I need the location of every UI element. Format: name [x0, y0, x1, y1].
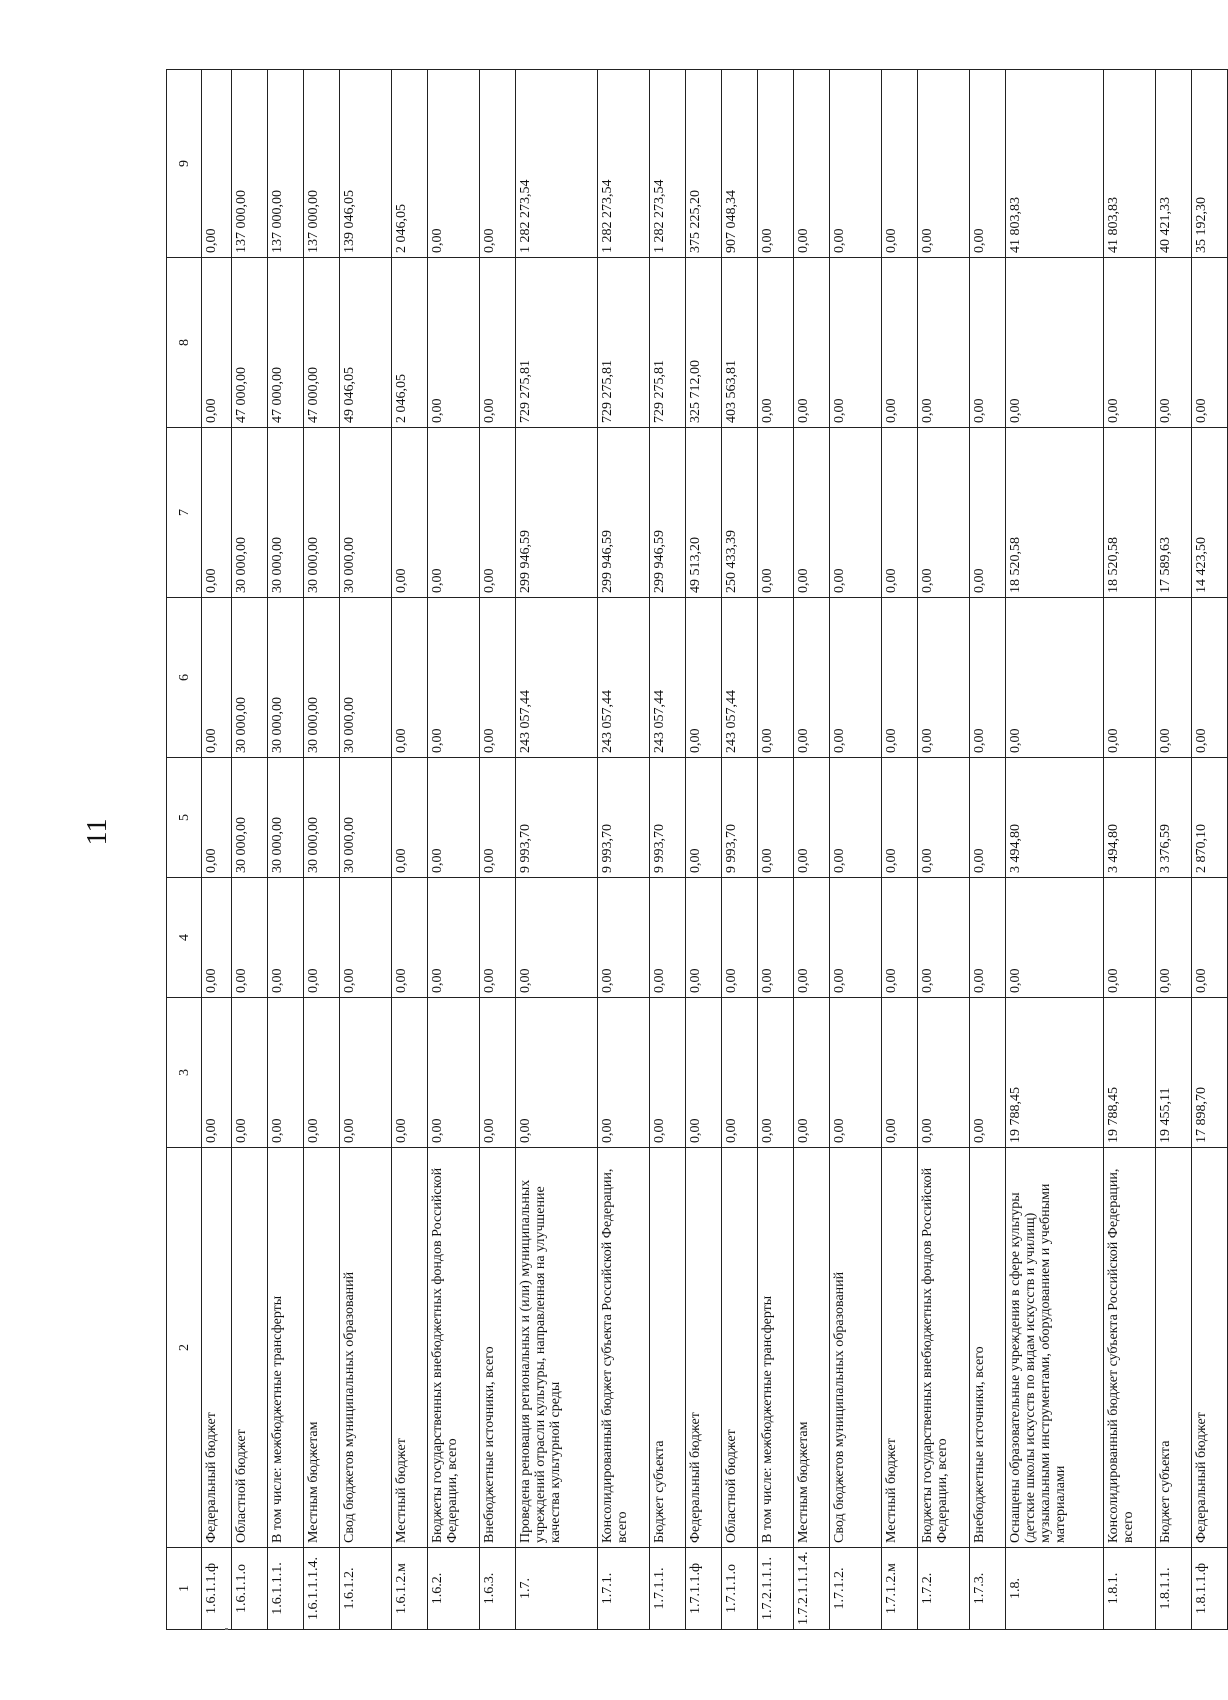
budget-table-rotated [166, 70, 1216, 1630]
value-cell: 0,00 [650, 878, 686, 998]
header-row [167, 70, 202, 1630]
row-name-cell: Свод бюджетов муниципальных образований [340, 1148, 392, 1548]
row-name-cell: Областной бюджет [722, 1148, 758, 1548]
value-cell: 0,00 [918, 70, 970, 258]
value-cell: 0,00 [758, 258, 794, 428]
table-row [1006, 70, 1104, 1630]
value-cell: 0,00 [392, 998, 428, 1148]
value-cell: 0,00 [758, 428, 794, 598]
row-code-cell: 1.7.2. [918, 1548, 970, 1630]
value-cell: 375 225,20 [686, 70, 722, 258]
value-cell: 0,00 [918, 258, 970, 428]
value-cell: 0,00 [758, 998, 794, 1148]
value-cell: 0,00 [1192, 258, 1228, 428]
value-cell: 0,00 [686, 758, 722, 878]
value-cell: 0,00 [830, 878, 882, 998]
value-cell: 14 423,50 [1192, 428, 1228, 598]
value-cell: 0,00 [722, 878, 758, 998]
value-cell: 30 000,00 [304, 758, 340, 878]
table-body [202, 70, 1228, 1630]
value-cell: 243 057,44 [722, 598, 758, 758]
table-row [830, 70, 882, 1630]
row-code-cell: 1.7. [516, 1548, 598, 1630]
value-cell: 19 788,45 [1006, 998, 1104, 1148]
value-cell: 0,00 [918, 998, 970, 1148]
value-cell: 0,00 [686, 598, 722, 758]
value-cell: 137 000,00 [232, 70, 268, 258]
table-row [480, 70, 516, 1630]
table-row [918, 70, 970, 1630]
value-cell: 18 520,58 [1006, 428, 1104, 598]
value-cell: 49 513,20 [686, 428, 722, 598]
table-row [232, 70, 268, 1630]
header-cell: 1 [167, 1548, 202, 1630]
page-number: 11 [82, 818, 113, 846]
value-cell: 2 046,05 [392, 70, 428, 258]
value-cell: 0,00 [480, 998, 516, 1148]
value-cell: 9 993,70 [516, 758, 598, 878]
value-cell: 0,00 [1192, 598, 1228, 758]
value-cell: 0,00 [882, 258, 918, 428]
row-name-cell: Внебюджетные источники, всего [480, 1148, 516, 1548]
value-cell: 0,00 [480, 258, 516, 428]
value-cell: 9 993,70 [722, 758, 758, 878]
table-row [758, 70, 794, 1630]
table-row [268, 70, 304, 1630]
header-cell: 5 [167, 758, 202, 878]
table-row [1104, 70, 1156, 1630]
row-code-cell: 1.7.1.1.ф [686, 1548, 722, 1630]
value-cell: 0,00 [1156, 258, 1192, 428]
row-code-cell: 1.6.3. [480, 1548, 516, 1630]
value-cell: 0,00 [392, 598, 428, 758]
value-cell: 30 000,00 [340, 598, 392, 758]
header-cell: 3 [167, 998, 202, 1148]
value-cell: 0,00 [918, 598, 970, 758]
value-cell: 1 282 273,54 [516, 70, 598, 258]
row-code-cell: 1.6.1.1.ф [202, 1548, 232, 1630]
value-cell: 0,00 [598, 998, 650, 1148]
row-code-cell: 1.7.1.1.о [722, 1548, 758, 1630]
value-cell: 0,00 [202, 878, 232, 998]
value-cell: 0,00 [202, 428, 232, 598]
value-cell: 0,00 [392, 758, 428, 878]
table-row [392, 70, 428, 1630]
value-cell: 0,00 [882, 878, 918, 998]
row-code-cell: 1.8.1.1.ф [1192, 1548, 1228, 1630]
value-cell: 17 898,70 [1192, 998, 1228, 1148]
value-cell: 403 563,81 [722, 258, 758, 428]
row-code-cell: 1.7.1.2.м [882, 1548, 918, 1630]
value-cell: 1 282 273,54 [650, 70, 686, 258]
value-cell: 0,00 [794, 70, 830, 258]
value-cell: 0,00 [794, 598, 830, 758]
row-name-cell: Свод бюджетов муниципальных образований [830, 1148, 882, 1548]
table-row [650, 70, 686, 1630]
value-cell: 0,00 [304, 878, 340, 998]
value-cell: 0,00 [882, 428, 918, 598]
value-cell: 0,00 [722, 998, 758, 1148]
value-cell: 0,00 [392, 878, 428, 998]
value-cell: 30 000,00 [268, 598, 304, 758]
value-cell: 0,00 [970, 70, 1006, 258]
value-cell: 0,00 [794, 758, 830, 878]
value-cell: 30 000,00 [232, 428, 268, 598]
row-code-cell: 1.8.1. [1104, 1548, 1156, 1630]
value-cell: 0,00 [758, 878, 794, 998]
value-cell: 0,00 [882, 70, 918, 258]
value-cell: 0,00 [830, 70, 882, 258]
value-cell: 0,00 [516, 998, 598, 1148]
value-cell: 30 000,00 [304, 428, 340, 598]
value-cell: 243 057,44 [598, 598, 650, 758]
value-cell: 3 494,80 [1104, 758, 1156, 878]
value-cell: 0,00 [598, 878, 650, 998]
table-row [970, 70, 1006, 1630]
value-cell: 0,00 [304, 998, 340, 1148]
value-cell: 0,00 [882, 598, 918, 758]
row-name-cell: Областной бюджет [232, 1148, 268, 1548]
value-cell: 49 046,05 [340, 258, 392, 428]
row-name-cell: Оснащены образовательные учреждения в сфере культуры (детские школы искусств по видам искусств и училищ) музыкальными инструментами, оборудованием и учебными материалами [1006, 1148, 1104, 1548]
value-cell: 0,00 [202, 598, 232, 758]
value-cell: 0,00 [1006, 598, 1104, 758]
value-cell: 30 000,00 [268, 758, 304, 878]
value-cell: 729 275,81 [650, 258, 686, 428]
value-cell: 243 057,44 [516, 598, 598, 758]
value-cell: 0,00 [392, 428, 428, 598]
scan-speck [225, 1628, 228, 1630]
value-cell: 0,00 [1192, 878, 1228, 998]
table-row [516, 70, 598, 1630]
table-row [686, 70, 722, 1630]
value-cell: 9 993,70 [650, 758, 686, 878]
value-cell: 0,00 [970, 758, 1006, 878]
value-cell: 30 000,00 [304, 598, 340, 758]
value-cell: 0,00 [428, 70, 480, 258]
value-cell: 299 946,59 [650, 428, 686, 598]
row-name-cell: Консолидированный бюджет субъекта Российской Федерации, всего [1104, 1148, 1156, 1548]
value-cell: 0,00 [480, 428, 516, 598]
row-code-cell: 1.6.2. [428, 1548, 480, 1630]
row-code-cell: 1.6.1.1.о [232, 1548, 268, 1630]
row-name-cell: Бюджет субъекта [650, 1148, 686, 1548]
value-cell: 0,00 [480, 598, 516, 758]
value-cell: 0,00 [650, 998, 686, 1148]
value-cell: 0,00 [918, 428, 970, 598]
value-cell: 729 275,81 [598, 258, 650, 428]
value-cell: 0,00 [202, 258, 232, 428]
value-cell: 0,00 [758, 70, 794, 258]
value-cell: 250 433,39 [722, 428, 758, 598]
value-cell: 40 421,33 [1156, 70, 1192, 258]
row-name-cell: Федеральный бюджет [686, 1148, 722, 1548]
value-cell: 0,00 [340, 878, 392, 998]
value-cell: 41 803,83 [1104, 70, 1156, 258]
value-cell: 47 000,00 [268, 258, 304, 428]
value-cell: 30 000,00 [232, 598, 268, 758]
value-cell: 0,00 [428, 258, 480, 428]
value-cell: 0,00 [1006, 258, 1104, 428]
value-cell: 0,00 [970, 998, 1006, 1148]
value-cell: 0,00 [794, 878, 830, 998]
value-cell: 3 494,80 [1006, 758, 1104, 878]
value-cell: 0,00 [794, 258, 830, 428]
value-cell: 0,00 [202, 998, 232, 1148]
value-cell: 0,00 [830, 998, 882, 1148]
row-code-cell: 1.7.1.1. [650, 1548, 686, 1630]
row-name-cell: Местным бюджетам [304, 1148, 340, 1548]
value-cell: 0,00 [232, 878, 268, 998]
value-cell: 41 803,83 [1006, 70, 1104, 258]
row-name-cell: Местным бюджетам [794, 1148, 830, 1548]
row-code-cell: 1.6.1.2. [340, 1548, 392, 1630]
value-cell: 0,00 [480, 878, 516, 998]
row-code-cell: 1.7.1. [598, 1548, 650, 1630]
value-cell: 30 000,00 [340, 428, 392, 598]
row-name-cell: Федеральный бюджет [1192, 1148, 1228, 1548]
value-cell: 325 712,00 [686, 258, 722, 428]
row-name-cell: В том числе: межбюджетные трансферты [758, 1148, 794, 1548]
value-cell: 137 000,00 [268, 70, 304, 258]
row-name-cell: Бюджет субъекта [1156, 1148, 1192, 1548]
value-cell: 47 000,00 [304, 258, 340, 428]
value-cell: 35 192,30 [1192, 70, 1228, 258]
row-name-cell: Консолидированный бюджет субъекта Российской Федерации, всего [598, 1148, 650, 1548]
row-name-cell: Внебюджетные источники, всего [970, 1148, 1006, 1548]
value-cell: 18 520,58 [1104, 428, 1156, 598]
value-cell: 47 000,00 [232, 258, 268, 428]
value-cell: 0,00 [1104, 598, 1156, 758]
value-cell: 0,00 [686, 878, 722, 998]
value-cell: 0,00 [918, 878, 970, 998]
row-code-cell: 1.7.3. [970, 1548, 1006, 1630]
value-cell: 0,00 [202, 70, 232, 258]
value-cell: 299 946,59 [598, 428, 650, 598]
value-cell: 0,00 [970, 878, 1006, 998]
value-cell: 0,00 [830, 598, 882, 758]
table-row [882, 70, 918, 1630]
header-cell: 8 [167, 258, 202, 428]
value-cell: 0,00 [340, 998, 392, 1148]
value-cell: 30 000,00 [232, 758, 268, 878]
table-row [1156, 70, 1192, 1630]
value-cell: 137 000,00 [304, 70, 340, 258]
header-cell: 9 [167, 70, 202, 258]
header-cell: 2 [167, 1148, 202, 1548]
value-cell: 0,00 [970, 258, 1006, 428]
value-cell: 0,00 [1104, 878, 1156, 998]
value-cell: 0,00 [1156, 878, 1192, 998]
table-row [304, 70, 340, 1630]
value-cell: 0,00 [232, 998, 268, 1148]
value-cell: 0,00 [830, 758, 882, 878]
value-cell: 0,00 [830, 428, 882, 598]
value-cell: 729 275,81 [516, 258, 598, 428]
value-cell: 0,00 [428, 878, 480, 998]
value-cell: 0,00 [1156, 598, 1192, 758]
table-row [428, 70, 480, 1630]
value-cell: 0,00 [882, 998, 918, 1148]
value-cell: 0,00 [794, 428, 830, 598]
header-cell: 4 [167, 878, 202, 998]
table-row [202, 70, 232, 1630]
row-code-cell: 1.7.2.1.1.1. [758, 1548, 794, 1630]
row-code-cell: 1.7.2.1.1.1.4. [794, 1548, 830, 1630]
value-cell: 0,00 [428, 428, 480, 598]
value-cell: 17 589,63 [1156, 428, 1192, 598]
value-cell: 2 870,10 [1192, 758, 1228, 878]
value-cell: 243 057,44 [650, 598, 686, 758]
value-cell: 0,00 [268, 878, 304, 998]
value-cell: 30 000,00 [340, 758, 392, 878]
table-row [340, 70, 392, 1630]
row-code-cell: 1.6.1.1.1. [268, 1548, 304, 1630]
table-row [794, 70, 830, 1630]
value-cell: 0,00 [918, 758, 970, 878]
row-name-cell: Бюджеты государственных внебюджетных фондов Российской Федерации, всего [918, 1148, 970, 1548]
value-cell: 0,00 [480, 758, 516, 878]
table-row [598, 70, 650, 1630]
value-cell: 0,00 [202, 758, 232, 878]
row-name-cell: Местный бюджет [882, 1148, 918, 1548]
row-code-cell: 1.8.1.1. [1156, 1548, 1192, 1630]
table-row [1192, 70, 1228, 1630]
value-cell: 0,00 [428, 998, 480, 1148]
value-cell: 907 048,34 [722, 70, 758, 258]
row-name-cell: Федеральный бюджет [202, 1148, 232, 1548]
header-cell: 7 [167, 428, 202, 598]
row-code-cell: 1.8. [1006, 1548, 1104, 1630]
value-cell: 0,00 [882, 758, 918, 878]
value-cell: 139 046,05 [340, 70, 392, 258]
value-cell: 0,00 [1006, 878, 1104, 998]
value-cell: 0,00 [516, 878, 598, 998]
value-cell: 0,00 [758, 758, 794, 878]
value-cell: 1 282 273,54 [598, 70, 650, 258]
row-code-cell: 1.6.1.1.1.4. [304, 1548, 340, 1630]
value-cell: 0,00 [970, 428, 1006, 598]
value-cell: 299 946,59 [516, 428, 598, 598]
value-cell: 0,00 [794, 998, 830, 1148]
row-name-cell: Местный бюджет [392, 1148, 428, 1548]
value-cell: 0,00 [830, 258, 882, 428]
value-cell: 19 455,11 [1156, 998, 1192, 1148]
table-row [722, 70, 758, 1630]
header-cell: 6 [167, 598, 202, 758]
value-cell: 0,00 [428, 758, 480, 878]
value-cell: 0,00 [686, 998, 722, 1148]
row-name-cell: В том числе: межбюджетные трансферты [268, 1148, 304, 1548]
value-cell: 19 788,45 [1104, 998, 1156, 1148]
value-cell: 3 376,59 [1156, 758, 1192, 878]
value-cell: 2 046,05 [392, 258, 428, 428]
value-cell: 9 993,70 [598, 758, 650, 878]
value-cell: 0,00 [970, 598, 1006, 758]
row-code-cell: 1.7.1.2. [830, 1548, 882, 1630]
value-cell: 0,00 [1104, 258, 1156, 428]
budget-table [166, 69, 1228, 1630]
row-name-cell: Проведена реновация региональных и (или) муниципальных учреждений отрасли культуры, направленная на улучшение качества культурной среды [516, 1148, 598, 1548]
value-cell: 0,00 [268, 998, 304, 1148]
value-cell: 0,00 [480, 70, 516, 258]
value-cell: 30 000,00 [268, 428, 304, 598]
value-cell: 0,00 [758, 598, 794, 758]
row-code-cell: 1.6.1.2.м [392, 1548, 428, 1630]
value-cell: 0,00 [428, 598, 480, 758]
row-name-cell: Бюджеты государственных внебюджетных фондов Российской Федерации, всего [428, 1148, 480, 1548]
